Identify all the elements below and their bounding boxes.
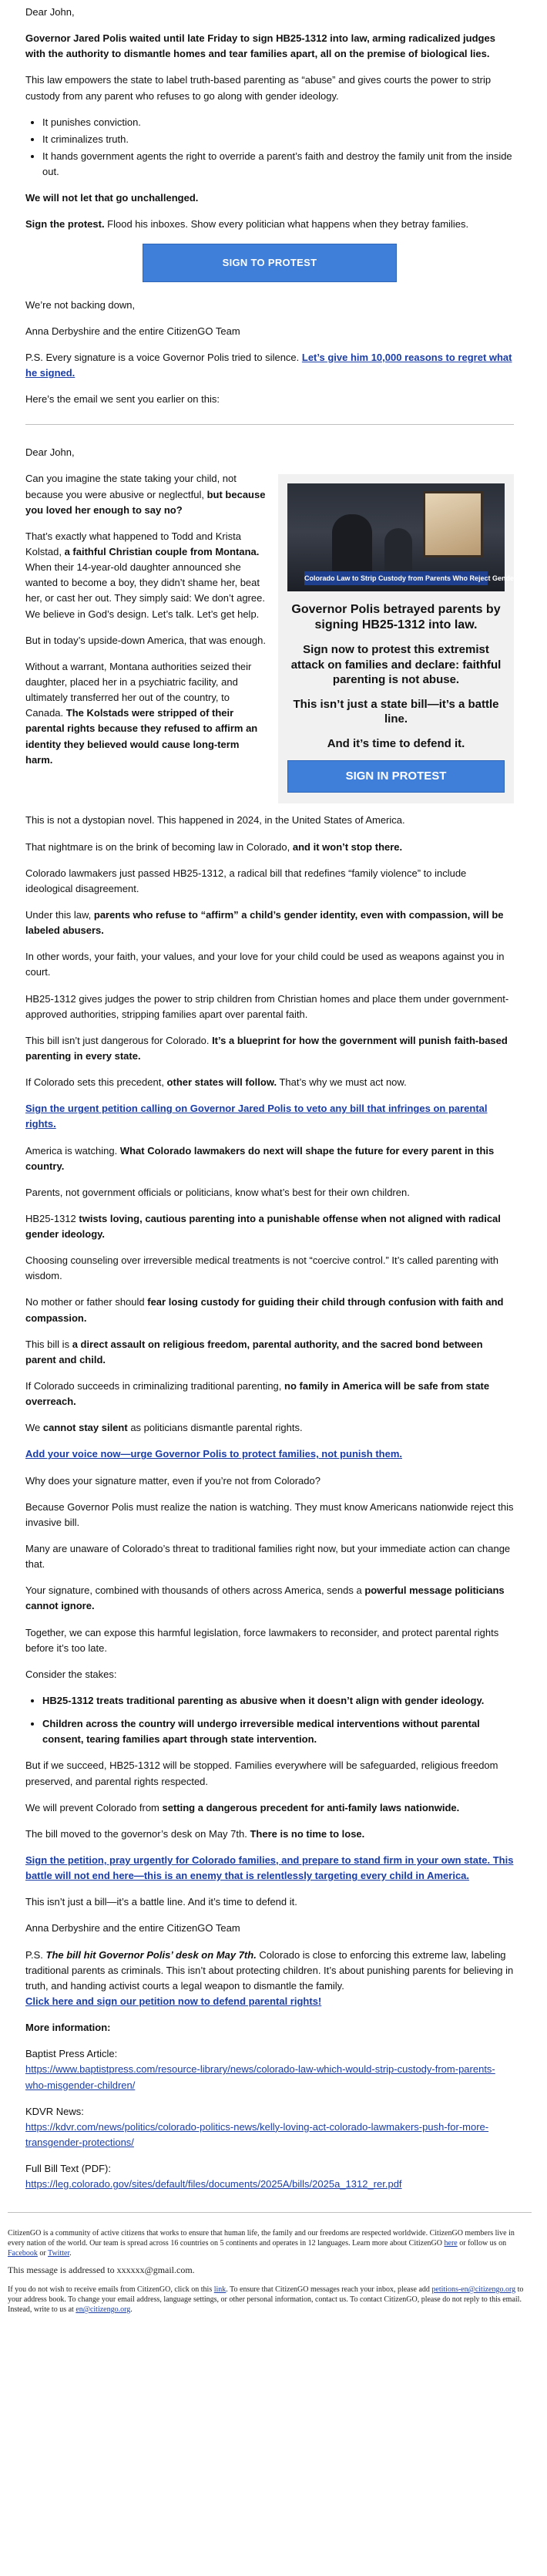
stakes-list — [25, 1693, 514, 1747]
unsubscribe-link[interactable]: link — [213, 2285, 227, 2294]
source-link[interactable]: https://www.baptistpress.com/resource-library/news/colorado-law-which-would-strip-custody-from-parents-who-misgender-children/ — [25, 2063, 495, 2091]
body-paragraph: If Colorado sets this precedent, other states will follow. That’s why we must act now. — [25, 1076, 407, 1089]
body-paragraph: Because Governor Polis must realize the nation is watching. They must know Americans nationwide reject this invasive bill. — [25, 1500, 514, 1528]
body-paragraph: The bill moved to the governor’s desk on May 7th. There is no time to lose. — [25, 1827, 365, 1840]
body-paragraph: That nightmare is on the brink of becoming law in Colorado, and it won’t stop there. — [25, 840, 403, 853]
petition-link-add-voice[interactable]: Add your voice now—urge Governor Polis to protect families, not punish them. — [25, 1448, 402, 1460]
intro-paragraph: Governor Jared Polis waited until late Friday to sign HB25-1312 into law, arming radicalized judges with the authority to dismantle homes and tear families apart, all on the premise of biological lies. — [25, 32, 495, 60]
body-paragraph: This bill isn’t just dangerous for Colorado. It’s a blueprint for how the government will punish faith-based parenting in every state. — [25, 1034, 508, 1062]
body-paragraph: We cannot stay silent as politicians dismantle parental rights. — [25, 1422, 303, 1434]
support-email-link[interactable]: en@citizengo.org — [76, 2305, 131, 2314]
unsubscribe-info: If you do not wish to receive emails from CitizenGO, click on this link. To ensure that CitizenGO messages reach your inbox, please add petitions-en@citizengo.org to your address book. To change your email address, language settings, or other personal information, contact us. To contact CitizenGO, please do not reply to this email. Instead, write to us at en@citizengo.org. — [8, 2285, 524, 2314]
sign-to-protest-button[interactable]: SIGN TO PROTEST — [143, 244, 397, 282]
signature: Anna Derbyshire and the entire CitizenGO Team — [25, 325, 240, 337]
body-paragraph: Can you imagine the state taking your child, not because you were abusive or neglectful, but because you loved her enough to say no? — [25, 473, 266, 516]
about-citizengo: CitizenGO is a community of active citizens that works to ensure that human life, the family and our freedoms are respected worldwide. CitizenGO members live in every nation of the world. Our team is spread across 16 countries on 5 continents and operates in 12 languages. Learn more about CitizenGO here or follow us on Facebook or Twitter. — [8, 2229, 515, 2258]
petition-link-veto[interactable]: Sign the urgent petition calling on Governor Jared Polis to veto any bill that infringes on parental rights. — [25, 1103, 488, 1130]
source-bill-text: Full Bill Text (PDF): https://leg.colorado.gov/sites/default/files/documents/2025A/bills/2025a_1312_rer.pdf — [25, 2163, 402, 2190]
email-body — [25, 0, 547, 2192]
source-link[interactable]: https://kdvr.com/news/politics/colorado-politics-news/kelly-loving-act-colorado-lawmakers-push-for-more-transgender-protections/ — [25, 2120, 489, 2148]
postscript-petition-link[interactable]: Click here and sign our petition now to defend parental rights! — [25, 1995, 322, 2007]
sidebar-subheadline: Sign now to protest this extremist attack on families and declare: faithful parenting is not abuse. — [290, 643, 502, 687]
image-caption: Colorado Law to Strip Custody from Parents Who Reject Gender Ideology — [304, 571, 488, 585]
addressed-to: This message is addressed to xxxxxx@gmail.com. — [8, 2265, 195, 2276]
facebook-link[interactable]: Facebook — [8, 2249, 38, 2258]
body-paragraph: This is not a dystopian novel. This happened in 2024, in the United States of America. — [25, 814, 405, 827]
list-item: • It punishes conviction. — [42, 115, 514, 130]
more-info-heading: More information: — [25, 2022, 111, 2034]
petition-link-pray[interactable]: Sign the petition, pray urgently for Colorado families, and prepare to stand firm in your own state. This battle will not end here—this is an enemy that is relentlessly targeting every child in America. — [25, 1854, 514, 1882]
call-to-action-paragraph: Sign the protest. Flood his inboxes. Show every politician what happens when they betray families. — [25, 218, 469, 231]
sidebar-defend-line: And it’s time to defend it. — [327, 736, 465, 750]
body-paragraph: Colorado lawmakers just passed HB25-1312, a radical bill that redefines “family violence” to include ideological disagreement. — [25, 867, 467, 894]
campaign-image[interactable] — [287, 483, 547, 591]
list-item: • It hands government agents the right to override a parent’s faith and destroy the family unit from the inside out. — [42, 149, 514, 180]
body-paragraph: America is watching. What Colorado lawmakers do next will shape the future for every parent in this country. — [25, 1144, 495, 1172]
body-paragraph: HB25-1312 twists loving, cautious parenting into a punishable offense when not aligned with radical gender ideology. — [25, 1212, 501, 1241]
body-paragraph: In other words, your faith, your values, and your love for your child could be used as weapons against you in court. — [25, 951, 505, 978]
petition-link-paragraph — [25, 1853, 514, 1884]
body-paragraph: Parents, not government officials or politicians, know what’s best for their own children. — [25, 1186, 410, 1198]
body-paragraph: Together, we can expose this harmful legislation, force lawmakers to reconsider, and protect parental rights before it’s too late. — [25, 1626, 499, 1654]
body-paragraph: If Colorado succeeds in criminalizing traditional parenting, no family in America will be safe from state overreach. — [25, 1380, 490, 1408]
body-paragraph: This isn’t just a bill—it’s a battle line. And it’s time to defend it. — [25, 1896, 297, 1908]
list-item: • HB25-1312 treats traditional parenting as abusive when it doesn’t align with gender ideology. — [42, 1693, 514, 1709]
petition-link-paragraph — [25, 1446, 514, 1462]
email-footer — [8, 2212, 532, 2315]
body-paragraph: But in today’s upside-down America, that was enough. — [25, 634, 266, 646]
source-kdvr: KDVR News: https://kdvr.com/news/politics/colorado-politics-news/kelly-loving-act-colorado-lawmakers-push-for-more-transgender-protections/ — [25, 2105, 489, 2148]
petitions-email-link[interactable]: petitions-en@citizengo.org — [431, 2285, 516, 2294]
law-paragraph: This law empowers the state to label truth-based parenting as “abuse” and gives courts the power to strip custody from any parent who refuses to go along with gender ideology. — [25, 74, 492, 102]
postscript-link[interactable]: Let’s give him 10,000 reasons to regret what he signed. — [25, 351, 512, 379]
petition-link-paragraph — [25, 1101, 514, 1132]
body-paragraph: Why does your signature matter, even if you’re not from Colorado? — [25, 1474, 320, 1487]
signature: Anna Derbyshire and the entire CitizenGO Team — [25, 1922, 240, 1935]
source-baptist-press: Baptist Press Article: https://www.baptistpress.com/resource-library/news/colorado-law-which-would-strip-custody-from-parents-who-misgender-children/ — [25, 2048, 495, 2091]
forwarded-greeting: Dear John, — [25, 446, 75, 459]
body-paragraph: No mother or father should fear losing custody for guiding their child through confusion with faith and compassion. — [25, 1296, 504, 1324]
twitter-link[interactable]: Twitter — [48, 2249, 70, 2258]
sidebar-headline: Governor Polis betrayed parents by signing HB25-1312 into law. — [291, 603, 501, 632]
sidebar-battle-line: This isn’t just a state bill—it’s a battle line. — [293, 697, 499, 726]
about-here-link[interactable]: here — [444, 2239, 458, 2248]
sidebar-card — [278, 474, 547, 803]
resolve-paragraph: We will not let that go unchallenged. — [25, 192, 199, 204]
divider — [25, 424, 514, 425]
consequence-list — [25, 115, 514, 180]
postscript: P.S. The bill hit Governor Polis’ desk on May 7th. Colorado is close to enforcing this extreme law, labeling traditional parents as criminals. This isn’t about protecting children. It’s about punishing parents for believing in truth, and handing activist courts a legal weapon to dismantle the family. Click here and sign our petition now to defend parental rights! — [25, 1948, 514, 2007]
list-item: • Children across the country will undergo irreversible medical interventions without parental consent, tearing families apart through state intervention. — [42, 1716, 514, 1747]
body-paragraph: Without a warrant, Montana authorities seized their daughter, placed her in a psychiatric facility, and ultimately transferred her out of the country, to Canada. The Kolstads were stripped of their parental rights because they refused to affirm an identity they believed would cause long-term harm. — [25, 660, 258, 766]
body-paragraph: Choosing counseling over irreversible medical treatments is not “coercive control.” It’s called parenting with wisdom. — [25, 1254, 498, 1282]
postscript: P.S. Every signature is a voice Governor Polis tried to silence. Let’s give him 10,000 reasons to regret what he signed. — [25, 351, 512, 379]
source-link[interactable]: https://leg.colorado.gov/sites/default/files/documents/2025A/bills/2025a_1312_rer.pdf — [25, 2178, 402, 2190]
greeting: Dear John, — [25, 6, 75, 18]
cta-wrapper — [25, 244, 514, 282]
image-window — [423, 491, 483, 557]
body-paragraph: That’s exactly what happened to Todd and Krista Kolstad, a faithful Christian couple from Montana. When their 14-year-old daughter announced she wanted to become a boy, they didn’t shame her, beat her, or cast her out. They simply said: We don’t agree. We believe in God’s design. Let’s talk. Let’s get help. — [25, 530, 265, 620]
closing-line: We’re not backing down, — [25, 298, 136, 311]
body-paragraph: We will prevent Colorado from setting a dangerous precedent for anti-family laws nationwide. — [25, 1801, 460, 1813]
body-paragraph: Your signature, combined with thousands of others across America, sends a powerful message politicians cannot ignore. — [25, 1584, 505, 1612]
body-paragraph: Under this law, parents who refuse to “affirm” a child’s gender identity, even with compassion, will be labeled abusers. — [25, 908, 504, 937]
earlier-email-note: Here’s the email we sent you earlier on this: — [25, 393, 220, 406]
body-paragraph: But if we succeed, HB25-1312 will be stopped. Families everywhere will be safeguarded, religious freedom preserved, and parental rights respected. — [25, 1759, 498, 1787]
body-paragraph: This bill is a direct assault on religious freedom, parental authority, and the sacred bond between parent and child. — [25, 1338, 483, 1365]
list-item: • It criminalizes truth. — [42, 132, 514, 147]
body-paragraph: Many are unaware of Colorado’s threat to traditional families right now, but your immediate action can change that. — [25, 1543, 511, 1571]
body-paragraph: HB25-1312 gives judges the power to strip children from Christian homes and place them under government-approved authorities, stripping families apart over parental faith. — [25, 992, 509, 1020]
sign-in-protest-button[interactable]: SIGN IN PROTEST — [287, 760, 505, 793]
body-paragraph: Consider the stakes: — [25, 1668, 117, 1680]
